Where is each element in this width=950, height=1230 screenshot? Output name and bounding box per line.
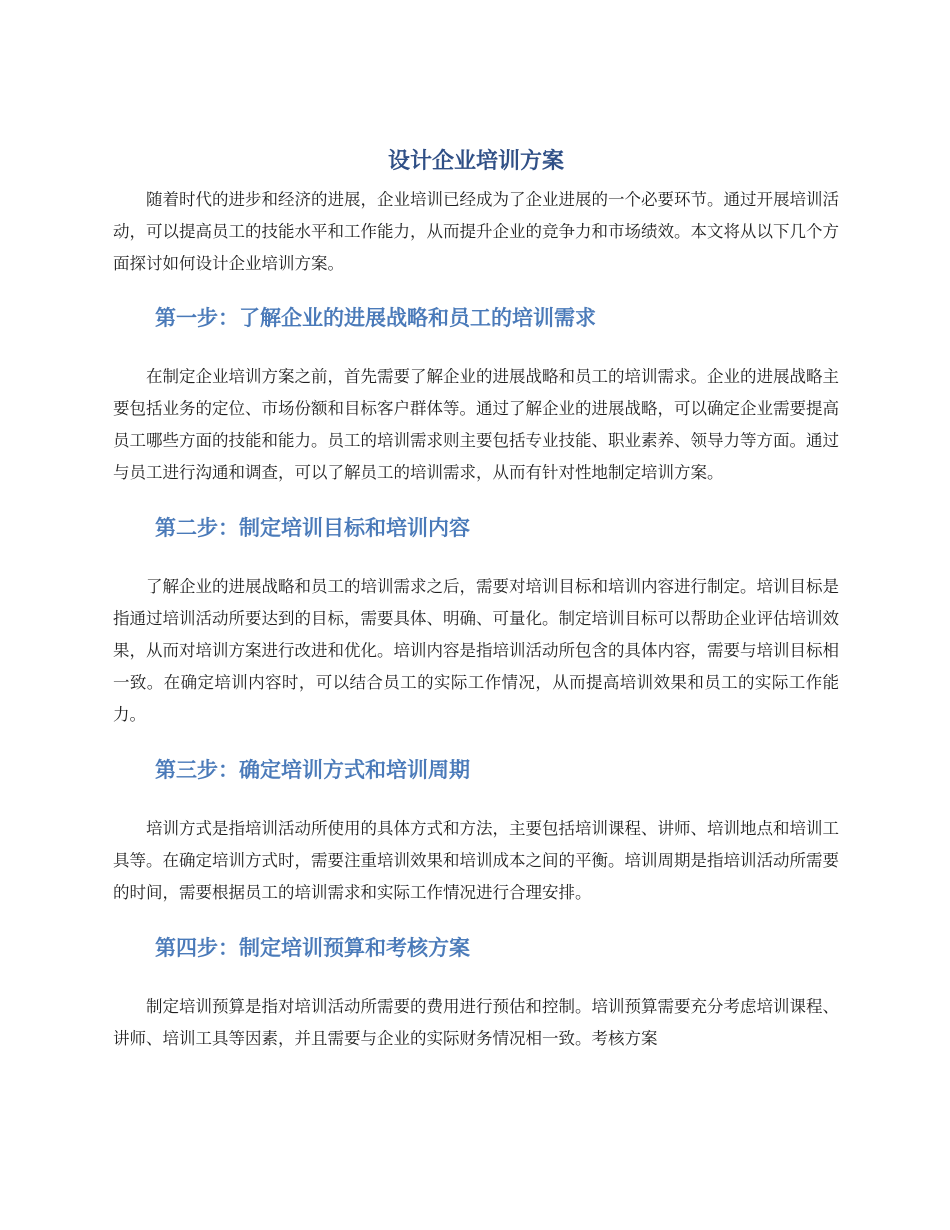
document-content — [113, 142, 839, 1055]
section-2-paragraph: 了解企业的进展战略和员工的培训需求之后，需要对培训目标和培训内容进行制定。培训目标是指通过培训活动所要达到的目标，需要具体、明确、可量化。制定培训目标可以帮助企业评估培训效果，从而对培训方案进行改进和优化。培训内容是指培训活动所包含的具体内容，需要与培训目标相一致。在确定培训内容时，可以结合员工的实际工作情况，从而提高培训效果和员工的实际工作能力。 — [113, 577, 839, 724]
intro-paragraph: 随着时代的进步和经济的进展，企业培训已经成为了企业进展的一个必要环节。通过开展培训活动，可以提高员工的技能水平和工作能力，从而提升企业的竞争力和市场绩效。本文将从以下几个方面探讨如何设计企业培训方案。 — [113, 190, 839, 273]
document-title: 设计企业培训方案 — [387, 149, 564, 174]
section-3-paragraph: 培训方式是指培训活动所使用的具体方式和方法，主要包括培训课程、讲师、培训地点和培训工具等。在确定培训方式时，需要注重培训效果和培训成本之间的平衡。培训周期是指培训活动所需要的时间，需要根据员工的培训需求和实际工作情况进行合理安排。 — [113, 819, 839, 902]
section-4-paragraph: 制定培训预算是指对培训活动所需要的费用进行预估和控制。培训预算需要充分考虑培训课程、讲师、培训工具等因素，并且需要与企业的实际财务情况相一致。考核方案 — [113, 997, 839, 1048]
section-1-paragraph: 在制定企业培训方案之前，首先需要了解企业的进展战略和员工的培训需求。企业的进展战略主要包括业务的定位、市场份额和目标客户群体等。通过了解企业的进展战略，可以确定企业需要提高员工哪些方面的技能和能力。员工的培训需求则主要包括专业技能、职业素养、领导力等方面。通过与员工进行沟通和调查，可以了解员工的培训需求，从而有针对性地制定培训方案。 — [113, 367, 839, 482]
section-1-heading: 第一步：了解企业的进展战略和员工的培训需求 — [155, 306, 596, 330]
section-2-heading: 第二步：制定培训目标和培训内容 — [155, 516, 470, 540]
section-4-heading: 第四步：制定培训预算和考核方案 — [155, 936, 470, 960]
section-3-heading: 第三步：确定培训方式和培训周期 — [155, 758, 470, 782]
